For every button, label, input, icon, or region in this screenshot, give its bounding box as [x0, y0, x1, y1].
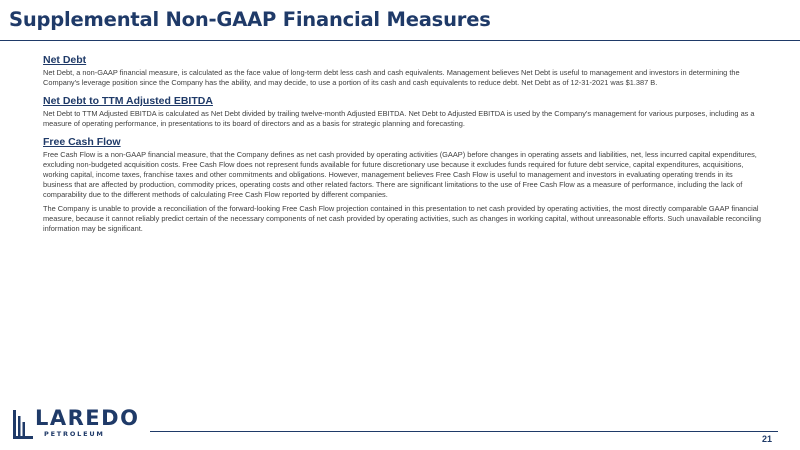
logo-subtitle: PETROLEUM: [44, 430, 105, 438]
logo-mark-icon: [13, 407, 33, 439]
footer-divider: [150, 431, 778, 432]
logo-wordmark: LAREDO: [35, 406, 140, 430]
section-paragraph-net-debt: Net Debt, a non-GAAP financial measure, is calculated as the face value of long-term debt less cash and cash equivalents. Management believes Net Debt is useful to management and investors in determining the Company's leverage position since the Company has the ability, and may decide, to use a portion of its cash and cash equivalents to reduce debt. Net Debt as of 12-31-2021 was $1.387 B.: [43, 68, 740, 87]
section-paragraph-free-cash-flow: Free Cash Flow is a non-GAAP financial measure, that the Company defines as net cash provided by operating activities (GAAP) before changes in operating assets and liabilities, net, less incurred capital expenditures, excluding non-budgeted acquisition costs. Free Cash Flow does not represent funds available for future discretionary use because it excludes funds required for future debt service, capital expenditures, acquisitions, working capital, income taxes, franchise taxes and other commitments and obligations. However, management believes Free Cash Flow is useful to management and investors in evaluating operating trends in its business that are affected by production, commodity prices, operating costs and other related factors. There are significant limitations to the use of Free Cash Flow as a measure of performance, including the lack of comparability due to the different methods of calculating Free Cash Flow reported by different companies.: [43, 150, 757, 199]
title-divider: [0, 40, 800, 41]
page-number: 21: [762, 434, 773, 444]
content-area: [43, 54, 763, 234]
section-net-debt-to-ttm-adjusted-ebitda: [43, 95, 763, 129]
section-heading-net-debt-to-ebitda: Net Debt to TTM Adjusted EBITDA: [43, 95, 213, 107]
section-heading-free-cash-flow: Free Cash Flow: [43, 136, 121, 148]
section-free-cash-flow: [43, 136, 763, 234]
section-net-debt: [43, 54, 763, 88]
section-paragraph-reconciliation: The Company is unable to provide a reconciliation of the forward-looking Free Cash Flow projection contained in this presentation to net cash provided by operating activities, the most directly comparable GAAP financial measure, because it cannot reliably predict certain of the necessary components of net cash provided by operating activities, such as changes in working capital, without unreasonable efforts. Such unavailable reconciling information may be significant.: [43, 204, 761, 233]
section-paragraph-net-debt-to-ebitda: Net Debt to TTM Adjusted EBITDA is calculated as Net Debt divided by trailing twelve-month Adjusted EBITDA. Net Debt to Adjusted EBITDA is used by the Company's management for various purposes, including as a measure of operating performance, in presentations to its board of directors and as a basis for strategic planning and forecasting.: [43, 109, 755, 128]
slide-title: Supplemental Non-GAAP Financial Measures: [9, 8, 491, 31]
company-logo: [13, 407, 148, 441]
section-heading-net-debt: Net Debt: [43, 54, 87, 66]
